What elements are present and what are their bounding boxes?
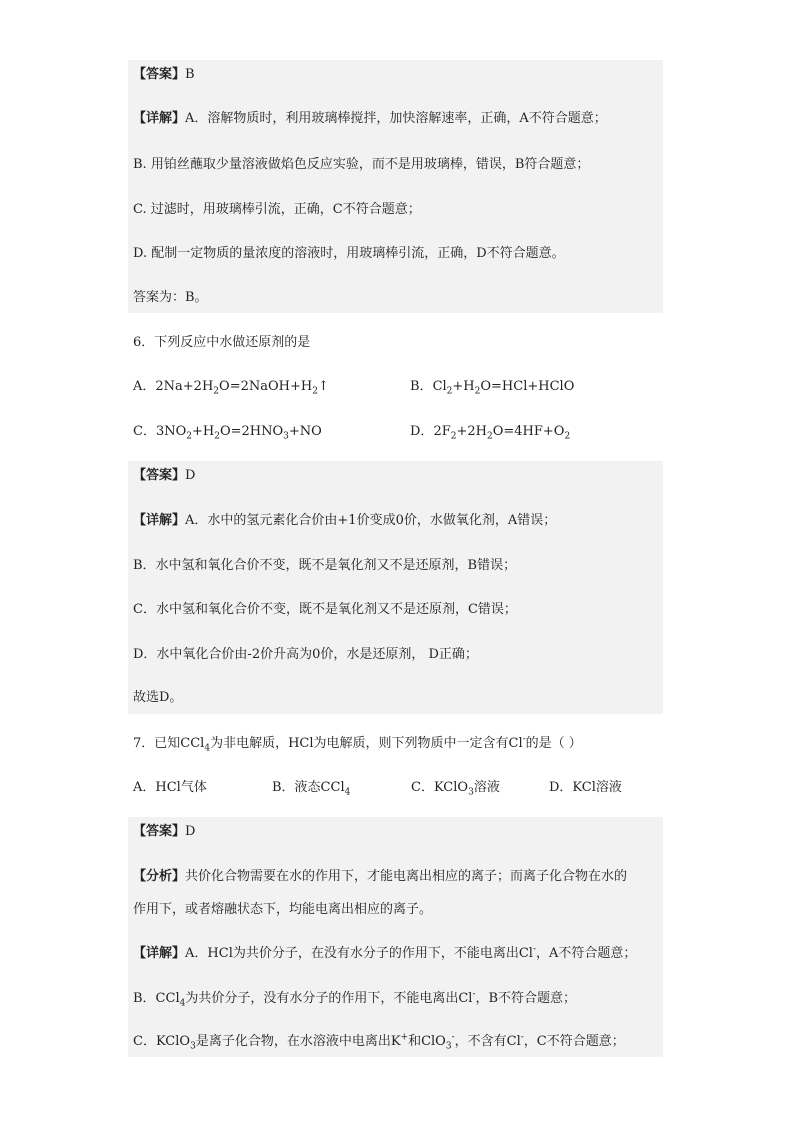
- q7-analysis-line2: 作用下，或者熔融状态下，均能电离出相应的离子。: [133, 902, 433, 917]
- q7-analysis-line1: 【分析】共价化合物需要在水的作用下，才能电离出相应的离子；而离子化合物在水的: [133, 869, 628, 884]
- q7-option-d: D．KCl溶液: [549, 780, 622, 795]
- q6-answer: 【答案】D: [133, 468, 196, 483]
- q7-detail-c: C．KClO$_3$是离子化合物，在水溶液中电离出K+和ClO$_3$-，不含有Cl-，C不符合题意；: [133, 1032, 625, 1052]
- q5-conclusion: 答案为：B。: [133, 290, 208, 305]
- q6-answer-block: [128, 461, 663, 714]
- q7-option-c: C．KClO$_3$溶液: [411, 780, 500, 798]
- q5-detail-d: D. 配制一定物质的量浓度的溶液时，用玻璃棒引流，正确，D不符合题意。: [133, 246, 565, 261]
- q7-detail-b: B．CCl$_4$为共价分子，没有水分子的作用下，不能电离出Cl-，B不符合题意；: [133, 989, 577, 1009]
- q6-detail-b: B．水中氢和氧化合价不变，既不是氧化剂又不是还原剂，B错误；: [133, 558, 517, 573]
- q6-option-b: B．$Cl_2+H_2O=HCl+HClO$: [410, 379, 575, 397]
- q5-answer-block: [128, 60, 663, 313]
- q6-conclusion: 故选D。: [133, 690, 183, 705]
- q5-detail-b: B. 用铂丝蘸取少量溶液做焰色反应实验，而不是用玻璃棒，错误，B符合题意；: [133, 157, 590, 172]
- q7-answer: 【答案】D: [133, 824, 196, 839]
- q6-option-a: A．$2Na+2H_2O=2NaOH+H_2↑$: [133, 379, 329, 397]
- q6-detail-a: 【详解】A．水中的氢元素化合价由+1价变成0价，水做氧化剂，A错误；: [133, 513, 557, 528]
- q7-option-b: B．液态CCl$_4$: [272, 780, 351, 798]
- q5-answer: 【答案】B: [133, 67, 195, 82]
- q7-detail-a: 【详解】A．HCl为共价分子，在没有水分子的作用下，不能电离出Cl-，A不符合题意；: [133, 944, 637, 961]
- q7-stem: 7．已知CCl$_4$为非电解质，HCl为电解质，则下列物质中一定含有Cl-的是（ ）: [133, 734, 582, 754]
- q5-detail-c: C. 过滤时，用玻璃棒引流，正确，C不符合题意；: [133, 202, 421, 217]
- q6-detail-d: D．水中氧化合价由-2价升高为0价，水是还原剂， D正确；: [133, 647, 478, 662]
- q5-detail-a: 【详解】A．溶解物质时，利用玻璃棒搅拌，加快溶解速率，正确，A不符合题意；: [133, 111, 607, 126]
- q6-stem: 6．下列反应中水做还原剂的是: [133, 335, 311, 350]
- q7-option-a: A．HCl气体: [133, 780, 207, 795]
- q6-detail-c: C．水中氢和氧化合价不变，既不是氧化剂又不是还原剂，C错误；: [133, 602, 517, 617]
- q6-option-d: D．$2F_2+2H_2O=4HF+O_2$: [410, 424, 571, 442]
- q6-option-c: C．$3NO_2+H_2O=2HNO_3+NO$: [133, 424, 322, 442]
- q7-answer-block: [128, 817, 663, 1057]
